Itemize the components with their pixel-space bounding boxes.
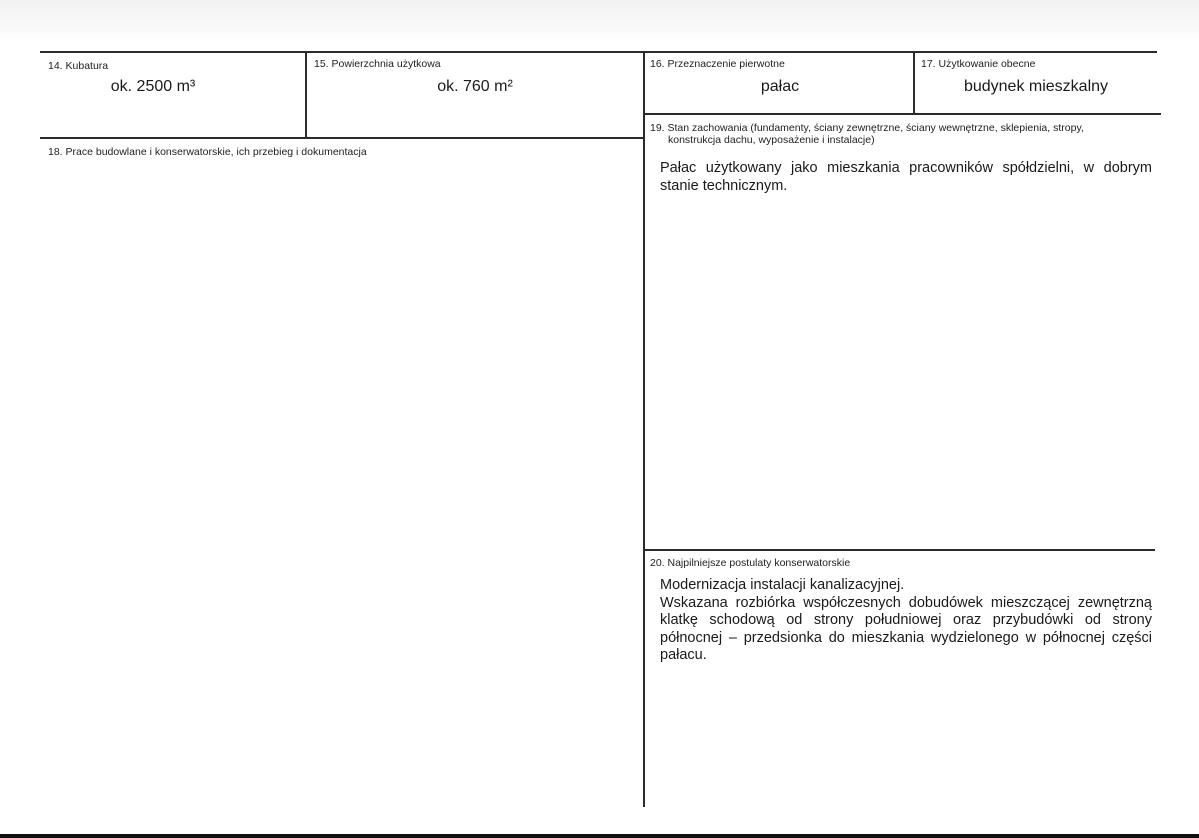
field-20-text xyxy=(660,577,1152,665)
field-19-text: Pałac użytkowany jako mieszkania pracowników spółdzielni, w dobrym stanie technicznym. xyxy=(660,160,1152,194)
field-17-value: budynek mieszkalny xyxy=(963,78,1109,95)
field-20-line1: Modernizacja instalacji kanalizacyjnej. xyxy=(660,577,905,593)
rule-divider-14-15 xyxy=(305,51,307,138)
scan-bottom-edge xyxy=(0,834,1199,838)
rule-18-top xyxy=(40,137,644,139)
field-19-label-line1: 19. Stan zachowania (fundamenty, ściany zewnętrzne, ściany wewnętrzne, sklepienia, stropy, xyxy=(650,122,1084,134)
field-16-value: pałac xyxy=(760,78,800,95)
field-20-line2: Wskazana rozbiórka współczesnych dobudówek mieszczącej zewnętrzną klatkę schodową od strony południowej oraz przybudówki od strony północnej – przedsionka do mieszkania wydzielonego w północnej części pałacu. xyxy=(660,594,1152,663)
rule-20-top xyxy=(644,549,1155,551)
field-17-label: 17. Użytkowanie obecne xyxy=(921,58,1036,70)
field-16-label: 16. Przeznaczenie pierwotne xyxy=(650,58,785,70)
rule-center-divider xyxy=(643,51,645,807)
rule-top-right xyxy=(644,51,1157,53)
field-19-label-line2: konstrukcja dachu, wyposażenie i instalacje) xyxy=(668,134,875,146)
field-15-label: 15. Powierzchnia użytkowa xyxy=(314,58,441,70)
field-15-value: ok. 760 m² xyxy=(437,78,513,95)
field-14-label: 14. Kubatura xyxy=(48,60,109,72)
rule-divider-16-17 xyxy=(913,51,915,114)
field-20-label: 20. Najpilniejsze postulaty konserwatorskie xyxy=(650,557,851,569)
rule-16-17-bottom xyxy=(644,113,1161,115)
scan-background-top xyxy=(0,0,1199,42)
field-14-value: ok. 2500 m³ xyxy=(110,78,196,95)
rule-top-left xyxy=(40,51,644,53)
field-18-label: 18. Prace budowlane i konserwatorskie, ich przebieg i dokumentacja xyxy=(48,146,367,158)
